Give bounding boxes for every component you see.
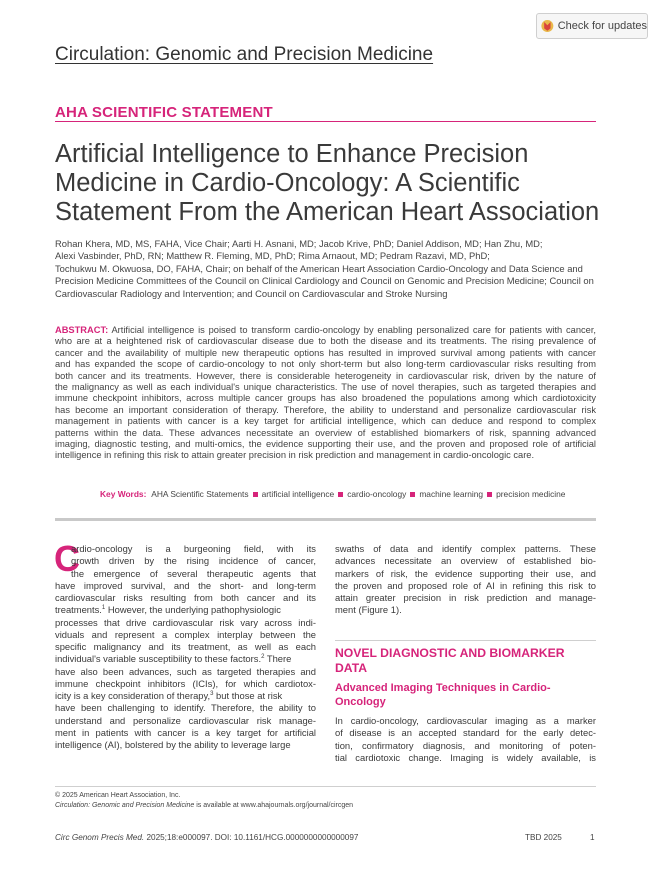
keyword[interactable]: cardio-oncology xyxy=(347,489,407,499)
body-line: individual's variable susceptibility to these factors.$^2$ There xyxy=(55,653,292,665)
author-line: Cardiovascular Radiology and Intervention; and Council on Cardiovascular and Stroke Nursing xyxy=(55,287,448,299)
abstract-line: both cancer and its treatments. However, there is considerable heterogeneity in cardiovascular risk, driven by the nature of xyxy=(55,370,596,381)
abstract-line: cancer and the availability of multiple new therapeutic options has resulted in improved survival among patients with cancer xyxy=(55,347,596,358)
keywords-label: Key Words: xyxy=(100,489,147,499)
footer-rule xyxy=(55,786,596,787)
body-line: icity is a key consideration of therapy,$^3$ but those at risk xyxy=(55,690,283,701)
body-column-left xyxy=(54,538,316,751)
check-for-updates-label: Check for updates xyxy=(557,20,647,32)
body-line: have also been advances, such as targeted therapies and xyxy=(55,665,316,677)
body-line: the proven and proposed role of AI in refining this risk to xyxy=(335,579,596,591)
abstract-line: ABSTRACT: Artificial intelligence is poised to transform cardio-oncology by enabling personalized care for patients with cancer, xyxy=(55,325,596,335)
drop-cap: C xyxy=(54,538,80,579)
issue-date: TBD 2025 xyxy=(525,833,562,842)
journal-url-link[interactable]: is available at www.ahajournals.org/journal/circgen xyxy=(194,802,354,809)
abstract-line: management in patients with cancer is a key target for artificial intelligence, which can deduce and respond to complex xyxy=(55,416,596,427)
body-line: tial cardiotoxic change. Imaging is widely available, is xyxy=(335,751,596,763)
keyword[interactable]: artificial intelligence xyxy=(261,489,335,499)
subsection-heading xyxy=(335,681,605,709)
body-line: of disease is an accepted standard for the early detec- xyxy=(335,727,596,739)
abstract-label: ABSTRACT: xyxy=(55,325,109,335)
body-line: markers of risk, the evidence supporting their use, and xyxy=(335,567,596,579)
subsection-heading-line: Advanced Imaging Techniques in Cardio- xyxy=(335,682,551,694)
section-divider xyxy=(55,518,596,521)
body-line: attain greater precision in risk prediction and manage- xyxy=(335,592,596,603)
abstract-line: who are at a heightened risk of cardiovascular disease due to both the disease and its treatments. The rising prevalence of xyxy=(55,336,596,347)
body-line: cardiovascular risks resulting from both cancer and its xyxy=(55,592,316,603)
update-ribbon-icon xyxy=(541,18,554,34)
body-line: tion, confirmatory diagnosis, and monitoring of poten- xyxy=(335,739,596,751)
bullet-square-icon xyxy=(410,492,415,497)
doi-link[interactable]: 2025;18:e000097. DOI: 10.1161/HCG.0000000000000097 xyxy=(144,833,359,842)
article-type-rule xyxy=(55,121,596,122)
keyword[interactable]: machine learning xyxy=(419,489,484,499)
reference-superscript[interactable]: 1 xyxy=(101,605,106,612)
abstract-line: and has expanded the scope of cardio-oncology to not only short-term but also long-term cardiovascular risks resulting from xyxy=(55,359,596,370)
abstract-line: the malignancy as well as each individual's unique characteristics. The use of novel therapies, such as targeted therapies and xyxy=(55,382,596,393)
section-heading-line: NOVEL DIAGNOSTIC AND BIOMARKER xyxy=(335,646,565,660)
journal-title[interactable]: Circulation: Genomic and Precision Medicine xyxy=(55,44,434,65)
keywords xyxy=(100,489,565,499)
abstract-line: imaging, diagnostic testing, and multi-omics, the evidence supporting their use, and the proven and proposed role of artificial xyxy=(55,439,596,450)
reference-superscript[interactable]: 2 xyxy=(261,654,265,661)
keyword[interactable]: precision medicine xyxy=(496,489,566,499)
body-line: immune checkpoint inhibitors (ICIs), for which cardiotox- xyxy=(55,677,316,689)
title-line: Medicine in Cardio-Oncology: A Scientific xyxy=(55,169,520,197)
body-line: intelligence (AI), bolstered by the ability to leverage large xyxy=(55,739,291,750)
body-column-right-continued xyxy=(335,715,596,764)
body-line: viduals and represent a complex interplay between the xyxy=(55,628,316,640)
reference-superscript[interactable]: 3 xyxy=(210,690,214,697)
bullet-square-icon xyxy=(338,492,343,497)
body-line: the emergence of several therapeutic agents that xyxy=(71,567,316,579)
body-column-right xyxy=(335,543,596,617)
body-line: treatments.$^1$ However, the underlying pathophysiologic xyxy=(55,604,281,616)
body-line: processes that drive cardiovascular risk vary across indi- xyxy=(55,616,316,628)
abstract xyxy=(55,325,596,462)
article-title xyxy=(55,140,605,227)
body-line: swaths of data and identify complex patterns. These xyxy=(335,543,596,554)
bullet-square-icon xyxy=(253,492,258,497)
title-line: Artificial Intelligence to Enhance Precision xyxy=(55,140,529,168)
copyright-notice: © 2025 American Heart Association, Inc. xyxy=(55,792,181,799)
body-line: have improved survival, and the short- and long-term xyxy=(55,579,316,591)
abstract-line: immune checkpoint inhibitors, across multiple cancer groups has also broadened the populations among which cardiotoxicity xyxy=(55,393,596,404)
abstract-line: intelligence in refining this risk to attain greater precision in risk prediction and management in cardio-oncologic care. xyxy=(55,450,535,461)
author-list xyxy=(55,238,600,300)
section-heading xyxy=(335,646,605,675)
bullet-square-icon xyxy=(487,492,492,497)
check-for-updates-badge[interactable] xyxy=(536,13,648,39)
subsection-heading-line: Oncology xyxy=(335,696,386,708)
abstract-line: patterns within the data. These advances necessitate an overview of established biomarkers of risk, spanning advanced xyxy=(55,427,596,438)
abstract-line: has become an important consideration of therapy. Therefore, the ability to understand and personalize cardiovascular risk xyxy=(55,404,596,415)
author-line: Rohan Khera, MD, MS, FAHA, Vice Chair; Aarti H. Asnani, MD; Jacob Krive, PhD; Daniel Addison, MD; Han Zhu, MD; xyxy=(55,238,543,249)
body-line: growth driven by the rising incidence of cancer, xyxy=(71,555,316,567)
availability-notice: Circulation: Genomic and Precision Medicine is available at www.ahajournals.org/journal/circgen xyxy=(55,802,354,809)
citation-line: Circ Genom Precis Med. 2025;18:e000097. DOI: 10.1161/HCG.0000000000000097 xyxy=(55,833,359,842)
title-line: Statement From the American Heart Association xyxy=(55,198,600,226)
section-heading-line: DATA xyxy=(335,660,368,675)
body-line: understand and personalize cardiovascular risk manage- xyxy=(55,714,316,726)
body-line: have been challenging to identify. Therefore, the ability to xyxy=(55,702,316,714)
author-line: Alexi Vasbinder, PhD, RN; Matthew R. Fleming, MD, PhD; Rima Arnaout, MD; Pedram Razavi, MD, PhD; xyxy=(55,250,490,262)
heading-rule xyxy=(335,640,596,641)
body-line: ment (Figure 1). xyxy=(335,604,402,616)
keyword[interactable]: AHA Scientific Statements xyxy=(151,489,249,499)
author-line: Precision Medicine Committees of the Council on Clinical Cardiology and Council on Genomic and Precision Medicine; Council on xyxy=(55,275,594,287)
body-line: In cardio-oncology, cardiovascular imaging as a marker xyxy=(335,715,596,726)
body-line: ment in patients with cancer is a key target for artificial xyxy=(55,726,316,738)
body-line: specific malignancy and its treatment, as well as each xyxy=(55,641,316,652)
body-line: advances necessitate an overview of established bio- xyxy=(335,555,596,567)
author-line: Tochukwu M. Okwuosa, DO, FAHA, Chair; on behalf of the American Heart Association Cardio-Oncology and Data Science and xyxy=(55,262,583,274)
article-type-label: AHA SCIENTIFIC STATEMENT xyxy=(55,104,273,121)
page-number: 1 xyxy=(590,833,595,842)
body-line: ardio-oncology is a burgeoning field, with its xyxy=(71,543,316,554)
